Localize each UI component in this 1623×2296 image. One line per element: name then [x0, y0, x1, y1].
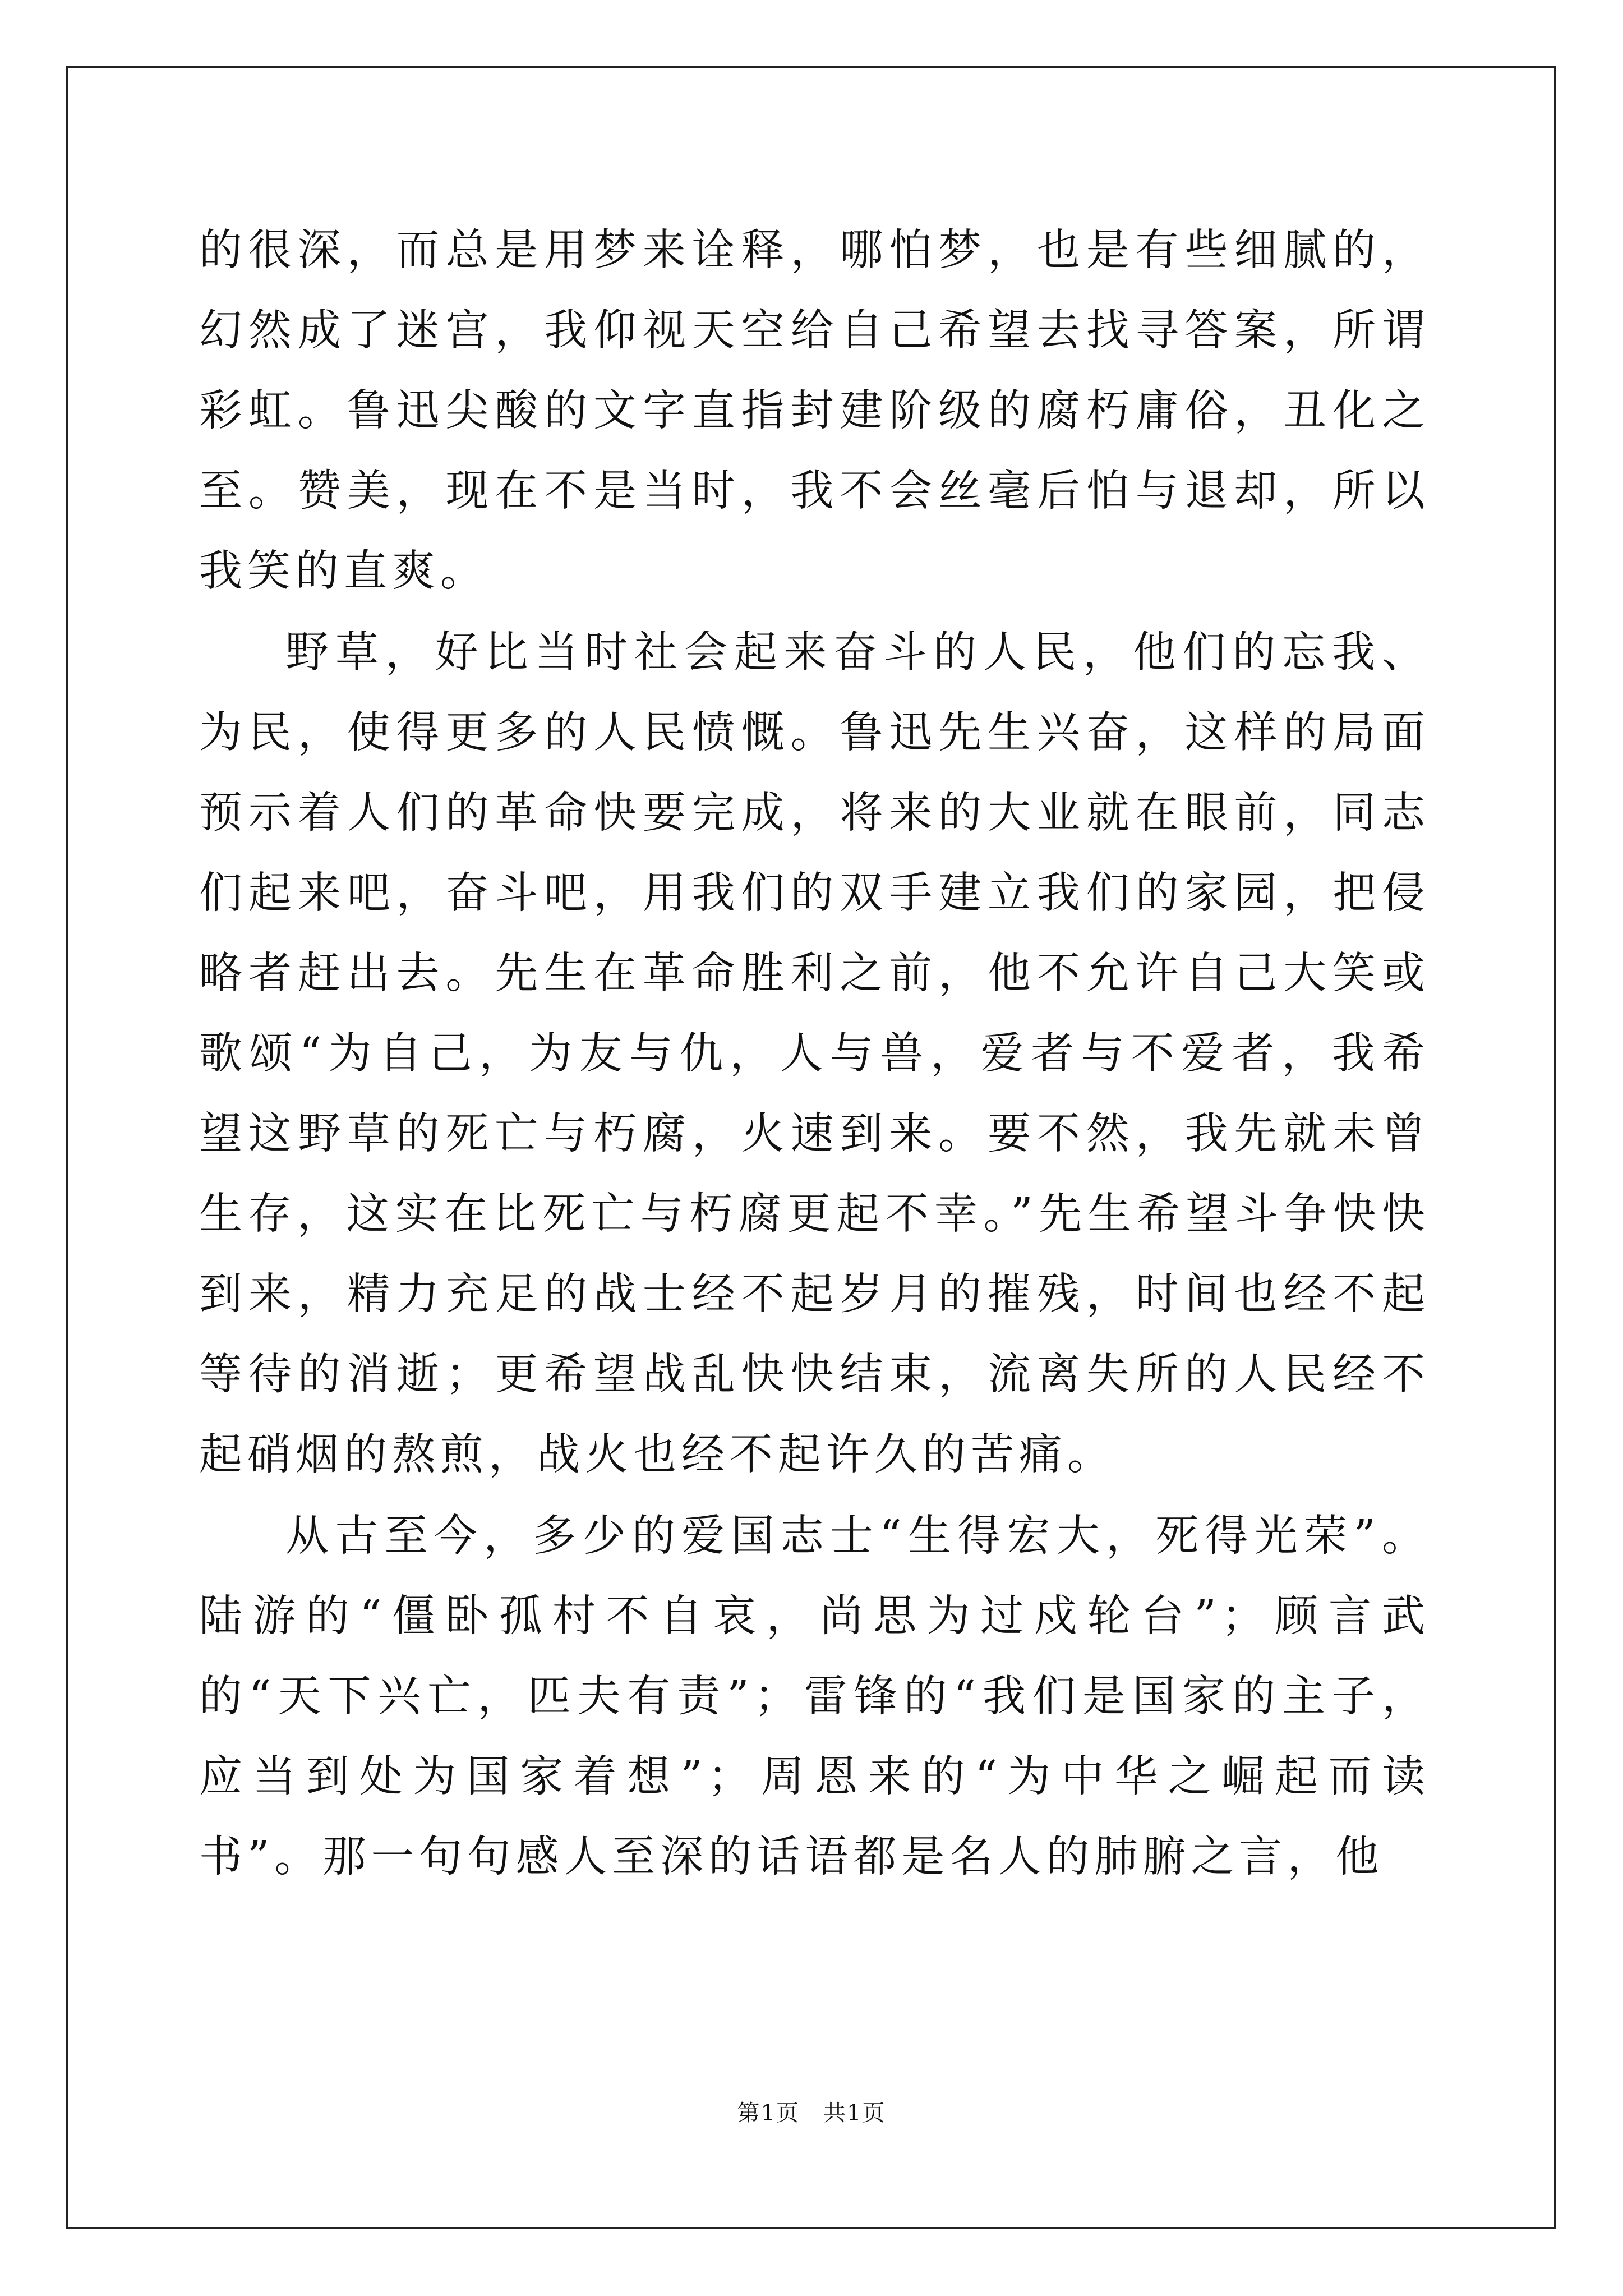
- page-total: 共1页: [823, 2100, 886, 2126]
- page-number: 第1页: [737, 2100, 800, 2126]
- paragraph-3: 从古至今，多少的爱国志士“生得宏大，死得光荣”。陆游的“僵卧孤村不自哀，尚思为过戍轮台”；顾言武的“天下兴亡，匹夫有责”；雷锋的“我们是国家的主子，应当到处为国家着想”；周恩来的“为中华之崛起而读书”。那一句句感人至深的话语都是名人的肺腑之言，他: [199, 1511, 1430, 1882]
- page-footer: [0, 2095, 1623, 2127]
- paragraph-1: 的很深，而总是用梦来诠释，哪怕梦，也是有些细腻的，幻然成了迷宫，我仰视天空给自己希望去找寻答案，所谓彩虹。鲁迅尖酸的文字直指封建阶级的腐朽庸俗，丑化之至。赞美，现在不是当时，我不会丝毫后怕与退却，所以我笑的直爽。: [199, 226, 1430, 596]
- document-body: [199, 210, 1430, 1897]
- paragraph-2: 野草，好比当时社会起来奋斗的人民，他们的忘我、为民，使得更多的人民愤慨。鲁迅先生兴奋，这样的局面预示着人们的革命快要完成，将来的大业就在眼前，同志们起来吧，奋斗吧，用我们的双手建立我们的家园，把侵略者赶出去。先生在革命胜利之前，他不允许自己大笑或歌颂“为自己，为友与仇，人与兽，爱者与不爱者，我希望这野草的死亡与朽腐，火速到来。要不然，我先就未曾生存，这实在比死亡与朽腐更起不幸。”先生希望斗争快快到来，精力充足的战士经不起岁月的摧残，时间也经不起等待的消逝；更希望战乱快快结束，流离失所的人民经不起硝烟的熬煎，战火也经不起许久的苦痛。: [199, 628, 1430, 1480]
